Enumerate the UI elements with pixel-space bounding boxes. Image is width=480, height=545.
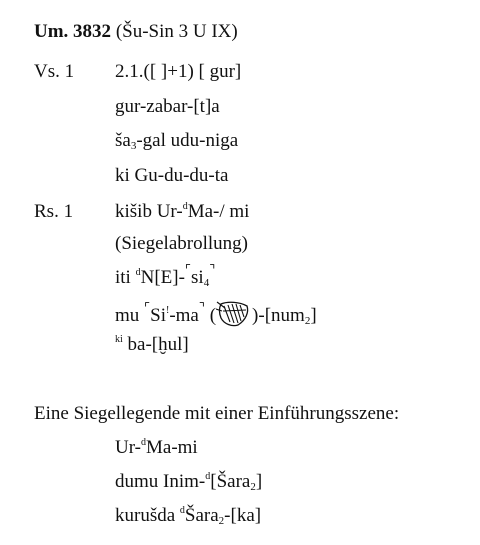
document-title (34, 20, 238, 44)
obverse-line-1: 2.1.([ ]+1) [ gur] (115, 61, 242, 82)
seal-legend-line-1 (115, 436, 198, 460)
subscript: 2 (304, 315, 311, 327)
text-segment: -ma (169, 305, 199, 326)
reverse-line-5 (115, 333, 189, 357)
text-segment: ba-[ḫul] (122, 334, 189, 355)
subscript: 3 (130, 140, 137, 152)
text-segment: N[E]- (140, 267, 185, 288)
text-segment: [Šara (210, 471, 251, 492)
superscript: ! (165, 305, 170, 316)
half-bracket: ⌝ (209, 262, 216, 277)
reverse-line-2: (Siegelabrollung) (115, 233, 248, 254)
determinative: ki (115, 334, 123, 345)
text-segment: si (191, 267, 204, 288)
subscript: 4 (203, 277, 210, 289)
text-segment: kurušda (115, 505, 180, 526)
determinative: d (135, 267, 141, 278)
obverse-line-3 (115, 129, 238, 153)
half-bracket: ⌜ (144, 300, 151, 315)
text-segment: -gal udu-niga (136, 130, 239, 151)
text-segment: Ma-/ mi (187, 201, 250, 222)
text-segment: -[ka] (224, 505, 262, 526)
determinative: d (141, 437, 146, 448)
text-segment: mu (115, 305, 145, 326)
text-segment: Ur- (115, 437, 141, 458)
seal-legend-line-2 (115, 470, 262, 494)
text-segment: ša (115, 130, 131, 151)
obverse-line-2: gur-zabar-[t]a (115, 96, 220, 117)
text-segment: Ma-mi (146, 437, 198, 458)
reverse-line-3 (115, 262, 216, 290)
text-segment: kišib Ur- (115, 201, 183, 222)
seal-legend-heading: Eine Siegellegende mit einer Einführungsszene: (34, 403, 400, 424)
reverse-line-4 (115, 300, 317, 328)
text-segment: ] (310, 305, 317, 326)
half-bracket: ⌝ (198, 300, 205, 315)
text-segment: Šara (184, 505, 219, 526)
text-segment: dumu Inim- (115, 471, 206, 492)
text-segment: ( (204, 305, 217, 326)
text-segment: Si (150, 305, 166, 326)
subscript: 2 (218, 515, 225, 527)
obverse-line-4: ki Gu-du-du-ta (115, 165, 229, 186)
text-segment: )-[num (252, 305, 305, 326)
determinative: d (205, 471, 211, 482)
obverse-label: Vs. 1 (34, 61, 75, 82)
reverse-label: Rs. 1 (34, 201, 74, 222)
determinative: d (179, 505, 185, 516)
text-segment: iti (115, 267, 136, 288)
text-segment: ] (255, 471, 263, 492)
determinative: d (182, 201, 188, 212)
subscript: 2 (250, 481, 256, 493)
half-bracket: ⌜ (184, 262, 191, 277)
tablet-date: (Šu-Sin 3 U IX) (111, 21, 238, 42)
reverse-line-1 (115, 200, 249, 224)
tablet-number: Um. 3832 (34, 21, 112, 42)
hatched-sign-icon (216, 300, 252, 328)
seal-legend-line-3 (115, 504, 261, 528)
